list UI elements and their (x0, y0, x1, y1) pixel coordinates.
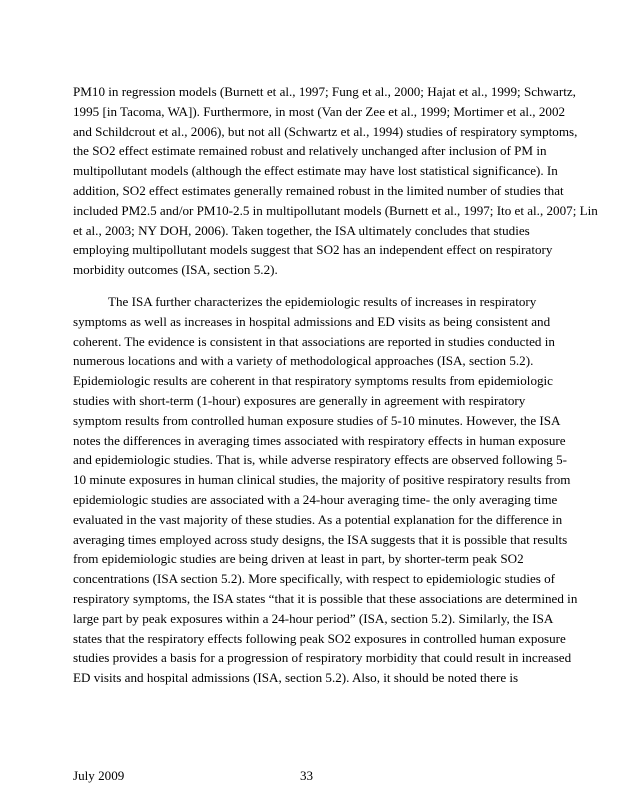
text-line: epidemiologic studies are associated with a 24-hour averaging time- the only averaging time (73, 491, 558, 507)
text-line: Epidemiologic results are coherent in that respiratory symptoms results from epidemiologic (73, 373, 553, 389)
text-line: studies with short-term (1-hour) exposures are generally in agreement with respiratory (73, 392, 526, 408)
text-line: averaging times employed across study designs, the ISA suggests that it is possible that results (73, 531, 568, 547)
text-line: et al., 2003; NY DOH, 2006). Taken together, the ISA ultimately concludes that studies (73, 222, 530, 238)
text-line: concentrations (ISA section 5.2). More specifically, with respect to epidemiologic studies of (73, 571, 556, 587)
paragraph-1 (73, 82, 598, 280)
text-line: morbidity outcomes (ISA, section 5.2). (73, 262, 278, 278)
footer-date: July 2009 (73, 768, 125, 783)
text-line: and epidemiologic studies. That is, while adverse respiratory effects are observed following 5- (73, 452, 568, 468)
text-line: employing multipollutant models suggest that SO2 has an independent effect on respiratory (73, 242, 553, 258)
text-line: coherent. The evidence is consistent in that associations are reported in studies conducted in (73, 333, 555, 349)
text-line: addition, SO2 effect estimates generally remained robust in the limited number of studies that (73, 182, 564, 198)
text-line: respiratory symptoms, the ISA states “that it is possible that these associations are determined in (73, 590, 578, 606)
text-line: included PM2.5 and/or PM10-2.5 in multipollutant models (Burnett et al., 1997; Ito et al., 2007; Lin (73, 202, 598, 218)
text-line: states that the respiratory effects following peak SO2 exposures in controlled human exposure (73, 630, 566, 646)
text-line: The ISA further characterizes the epidemiologic results of increases in respiratory (108, 294, 537, 309)
text-line: numerous locations and with a variety of methodological approaches (ISA, section 5.2). (73, 353, 534, 369)
text-line: large part by peak exposures within a 24-hour period” (ISA, section 5.2). Similarly, the ISA (73, 610, 554, 626)
footer-page-number: 33 (300, 768, 314, 783)
text-line: the SO2 effect estimate remained robust and relatively unchanged after inclusion of PM in (73, 143, 547, 159)
text-line: 10 minute exposures in human clinical studies, the majority of positive respiratory results from (73, 472, 571, 488)
text-line: notes the differences in averaging times associated with respiratory effects in human exposure (73, 432, 566, 448)
text-line: studies provides a basis for a progression of respiratory morbidity that could result in increased (73, 650, 572, 666)
text-line: evaluated in the vast majority of these studies. As a potential explanation for the difference in (73, 511, 563, 527)
text-line: PM10 in regression models (Burnett et al., 1997; Fung et al., 2000; Hajat et al., 1999; Schwartz, (73, 84, 576, 99)
text-line: from epidemiologic studies are being driven at least in part, by shorter-term peak SO2 (73, 551, 524, 567)
text-line: and Schildcrout et al., 2006), but not all (Schwartz et al., 1994) studies of respiratory symptoms, (73, 123, 578, 139)
text-line: 1995 [in Tacoma, WA]). Furthermore, in most (Van der Zee et al., 1999; Mortimer et al., 2002 (73, 103, 566, 119)
text-line: symptoms as well as increases in hospital admissions and ED visits as being consistent and (73, 313, 551, 329)
paragraph-2 (73, 292, 578, 688)
text-line: multipollutant models (although the effect estimate may have lost statistical significance). In (73, 163, 558, 179)
text-line: ED visits and hospital admissions (ISA, section 5.2). Also, it should be noted there is (73, 670, 519, 686)
text-line: symptom results from controlled human exposure studies of 5-10 minutes. However, the ISA (73, 412, 561, 428)
